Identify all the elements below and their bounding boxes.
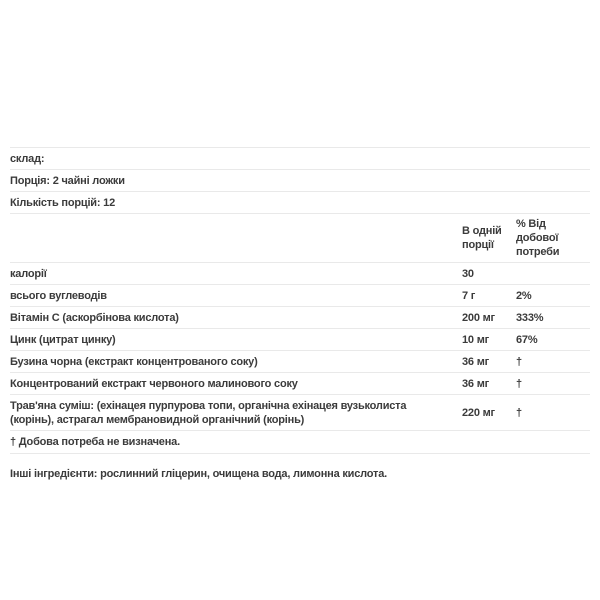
table-row-composition bbox=[10, 148, 590, 170]
table-row-carbohydrates bbox=[10, 285, 590, 307]
table-row-vitamin-c bbox=[10, 307, 590, 329]
nutrient-daily-value: 67% bbox=[516, 333, 538, 346]
nutrient-name: Концентрований екстракт червоного малинового соку bbox=[10, 377, 298, 390]
nutrient-name: Бузина чорна (екстракт концентрованого соку) bbox=[10, 355, 258, 368]
nutrient-name: Цинк (цитрат цинку) bbox=[10, 333, 116, 346]
composition-label: склад: bbox=[10, 152, 45, 165]
nutrient-amount: 220 мг bbox=[462, 406, 495, 419]
nutrient-daily-value: † bbox=[516, 377, 522, 390]
nutrient-daily-value: † bbox=[516, 355, 522, 368]
table-row-calories bbox=[10, 263, 590, 285]
serving-size-label: Порція: 2 чайні ложки bbox=[10, 174, 125, 187]
nutrient-daily-value: † bbox=[516, 406, 522, 419]
other-ingredients-text: Інші інгредієнти: рослинний гліцерин, очищена вода, лимонна кислота. bbox=[10, 468, 387, 480]
nutrient-amount: 30 bbox=[462, 267, 474, 280]
column-header-daily-value: % Від добової потреби bbox=[516, 218, 560, 258]
table-header-row bbox=[10, 214, 590, 263]
nutrient-name: Вітамін C (аскорбінова кислота) bbox=[10, 311, 179, 324]
nutrient-amount: 200 мг bbox=[462, 311, 495, 324]
servings-per-container-label: Кількість порцій: 12 bbox=[10, 196, 116, 209]
nutrient-amount: 36 мг bbox=[462, 377, 490, 390]
supplement-facts-panel bbox=[10, 147, 590, 481]
table-row-footnote bbox=[10, 431, 590, 454]
nutrient-name: калорії bbox=[10, 267, 47, 280]
table-row-raspberry-extract bbox=[10, 373, 590, 395]
table-row-herbal-blend bbox=[10, 395, 590, 431]
nutrient-amount: 7 г bbox=[462, 289, 476, 302]
table-row-servings-per-container bbox=[10, 192, 590, 214]
nutrient-amount: 10 мг bbox=[462, 333, 490, 346]
nutrient-daily-value: 333% bbox=[516, 311, 544, 324]
table-row-serving-size bbox=[10, 170, 590, 192]
daily-value-footnote: † Добова потреба не визначена. bbox=[10, 436, 180, 448]
nutrient-amount: 36 мг bbox=[462, 355, 490, 368]
table-row-zinc bbox=[10, 329, 590, 351]
table-row-elderberry bbox=[10, 351, 590, 373]
column-header-amount: В одній порції bbox=[462, 225, 502, 251]
nutrient-name: всього вуглеводів bbox=[10, 289, 107, 302]
nutrient-daily-value: 2% bbox=[516, 289, 532, 302]
supplement-facts-table bbox=[10, 147, 590, 454]
nutrient-name: Трав'яна суміш: (ехінацея пурпурова топи, органічна ехінацея вузьколиста (корінь), астрагал мембрановидной органічний (корінь) bbox=[10, 399, 407, 426]
